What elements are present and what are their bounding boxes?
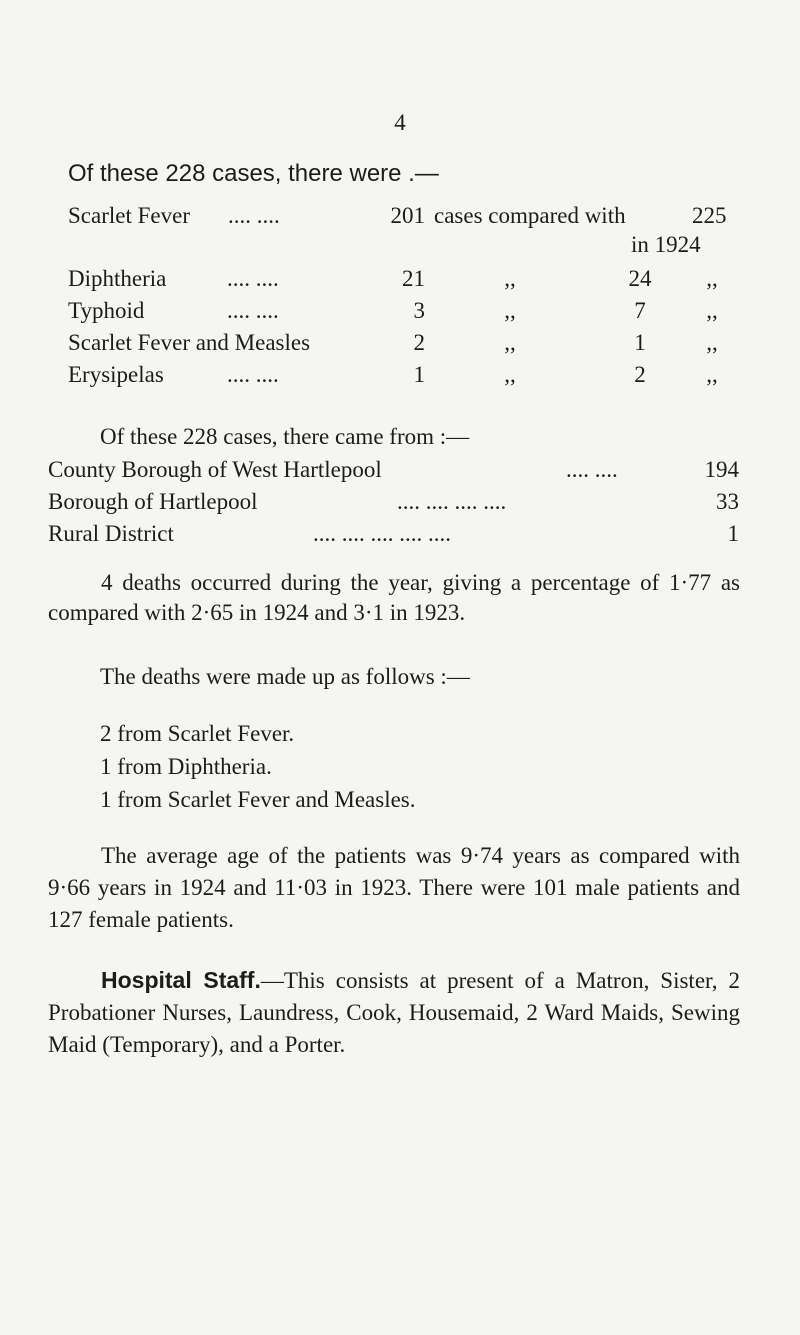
- case-count: 2: [413, 330, 425, 355]
- dot-leader: .... .... .... .... ....: [313, 521, 451, 546]
- comparison-count: 2: [634, 362, 646, 387]
- origin-name: County Borough of West Hartlepool: [48, 457, 382, 482]
- list-item: 2 from Scarlet Fever.: [100, 721, 295, 746]
- disease-name: Typhoid: [68, 298, 145, 323]
- list-item: 1 from Scarlet Fever and Measles.: [100, 787, 416, 812]
- ditto-mark: ,,: [504, 266, 516, 291]
- staff-heading: Hospital Staff.: [101, 967, 261, 993]
- origin-heading: Of these 228 cases, there came from :—: [100, 424, 470, 449]
- deaths-intro: The deaths were made up as follows :—: [100, 664, 470, 689]
- dot-leader: .... .... .... ....: [397, 489, 507, 514]
- comparison-count: 7: [634, 298, 646, 323]
- case-count: 21: [402, 266, 425, 291]
- case-count: 201: [390, 203, 425, 228]
- disease-name: Scarlet Fever: [68, 203, 190, 228]
- case-count: 1: [413, 362, 425, 387]
- origin-count: 1: [727, 521, 739, 546]
- disease-name: Erysipelas: [68, 362, 164, 387]
- list-item: 1 from Diphtheria.: [100, 754, 272, 779]
- ditto-mark: ,,: [706, 362, 718, 387]
- age-paragraph: The average age of the patients was 9·74 years as compared with 9·66 years in 1924 and 11·03 in 1923. There were 101 male patients and 127 female patients.: [48, 843, 740, 932]
- ditto-mark: ,,: [706, 330, 718, 355]
- staff-text: —This consists at present of a Matron, Sister, 2 Probationer Nurses, Laundress, Cook, Housemaid, 2 Ward Maids, Sewing Maid (Temporary), and a Porter.: [48, 968, 740, 1057]
- staff-paragraph: [48, 964, 740, 1061]
- disease-name: Diphtheria: [68, 266, 167, 291]
- dot-leader: .... ....: [566, 457, 618, 482]
- origin-count: 194: [704, 457, 739, 482]
- origin-count: 33: [716, 489, 739, 514]
- ditto-mark: ,,: [706, 266, 718, 291]
- origin-name: Rural District: [48, 521, 174, 546]
- comparison-count: 1: [634, 330, 646, 355]
- dot-leader: .... ....: [228, 203, 280, 228]
- ditto-mark: ,,: [706, 298, 718, 323]
- case-count: 3: [413, 298, 425, 323]
- comparison-note: cases compared with: [434, 203, 626, 228]
- comparison-year: in 1924: [631, 232, 701, 257]
- page-number: 4: [394, 110, 406, 135]
- dot-leader: .... ....: [227, 266, 279, 291]
- dot-leader: .... ....: [227, 298, 279, 323]
- deaths-paragraph: 4 deaths occurred during the year, giving a percentage of 1·77 as compared with 2·65 in 1924 and 3·1 in 1923.: [48, 570, 740, 625]
- disease-name: Scarlet Fever and Measles: [68, 330, 311, 355]
- comparison-count: 225: [692, 203, 727, 228]
- comparison-count: 24: [628, 266, 652, 291]
- dot-leader: .... ....: [227, 362, 279, 387]
- ditto-mark: ,,: [504, 362, 516, 387]
- ditto-mark: ,,: [504, 330, 516, 355]
- origin-name: Borough of Hartlepool: [48, 489, 258, 514]
- cases-heading: Of these 228 cases, there were .—: [68, 160, 439, 187]
- ditto-mark: ,,: [504, 298, 516, 323]
